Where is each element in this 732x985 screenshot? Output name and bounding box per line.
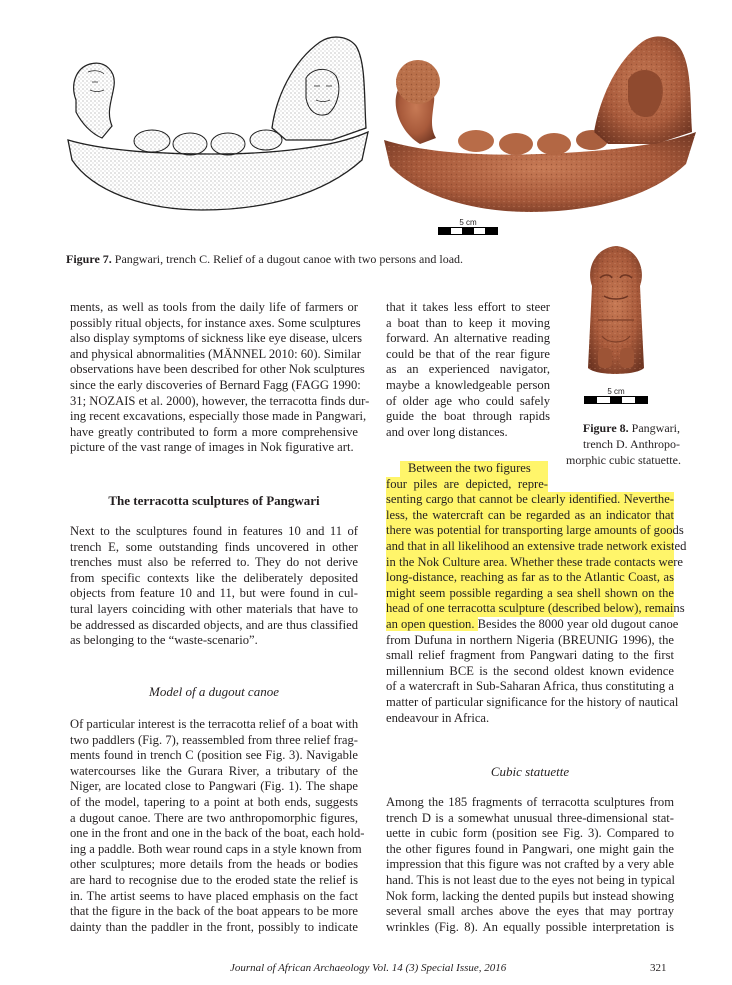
text-line: from Dufuna in northern Nigeria (BREUNIG 1996), the [386,632,674,647]
text-line: picture of the vast range of images in Nok figurative art. [70,440,354,455]
text-line: matter of particular significance for the history of nautical [386,694,679,709]
text-line: have greatly contributed to form a more comprehensive [70,424,358,439]
text-fragment: Besides the 8000 year old dugout canoe [477,616,679,631]
text-line: ing recent excavations, especially those made in Pangwari, [70,409,367,424]
text-line: forward. An alternative reading [386,331,550,346]
text-line: Niger, are located close to Pangwari (Fig. 1). The shape [70,779,358,794]
figure7-scale-bar [438,218,498,235]
text-line: several small arches above the eyes that may portray [386,904,674,919]
running-footer-journal: Journal of African Archaeology Vol. 14 (3) Special Issue, 2016 [230,962,507,974]
text-line: and physical abnormalities (MÄNNEL 2010: 60). Similar [70,346,361,361]
text-line: impression that this figure was not crafted by a very able [386,857,674,872]
figure7-scale-label: 5 cm [459,218,477,227]
text-line: uette in cubic form (position see Fig. 3). Compared to [386,826,674,841]
text-line: one in the front and one in the back of the boat, each hold- [70,826,365,841]
figure8-scale-bar [584,387,648,404]
text-line: trench D is a somewhat unusual three-dimensional stat- [386,810,674,825]
text-line: possibly ritual objects, for instance axes. Some sculptures [70,315,361,330]
highlighted-line: Between the two figures [400,461,548,477]
text-line: Nok form, lacking the dented pupils but instead showing [386,888,674,903]
text-line: that the figure in the back of the boat appears to be more [70,904,358,919]
text-line: could be that of the rear figure [386,346,550,361]
highlighted-line: less, the watercraft can be regarded as an indicator that [386,507,674,522]
highlighted-line: four piles are depicted, repre- [386,476,548,491]
text-line: of the model, tapering to a point at both ends, suggests [70,794,358,809]
text-line: are hard to recognise due to the eroded state the relief is [70,872,358,887]
text-line: 31; NOZAIS et al. 2000), however, the terracotta finds dur- [70,393,370,408]
highlighted-line: head of one terracotta sculpture (described below), remains [386,601,685,616]
text-line: and over long distances. [386,424,508,439]
text-line: Next to the sculptures found in features 10 and 11 of [70,524,358,538]
highlighted-line: in the Nok Culture area. Whether these trade contacts were [386,554,683,569]
text-line: observations have been described for other Nok sculptures [70,362,365,377]
highlighted-fragment: an open question. [386,616,478,631]
text-line: the other figures found in Pangwari, one might gain the [386,841,674,856]
page-number: 321 [650,962,667,974]
text-line: Among the 185 fragments of terracotta sculptures from [386,795,674,809]
highlighted-line: senting cargo that cannot be clearly identified. Neverthe- [386,492,674,507]
left-paragraph-2 [70,524,358,649]
right-paragraph-1 [386,300,550,440]
text-line: ments found in trench C (position see Fig. 3). Navigable [70,748,358,763]
text-line: other sculptures; more details from the heads or bodies [70,857,358,872]
figure8-caption-line-3: morphic cubic statuette. [566,453,681,467]
text-line: trenches must also be referred to. They do not derive [70,555,358,570]
text-line: objects from feature 10 and 11, but were found in cul- [70,586,358,601]
text-line: tural layers coinciding with other materials that have to [70,601,358,616]
text-line: of a watercraft in Sub-Saharan Africa, thus constituting a [386,679,674,694]
text-line: a boat than to keep it moving [386,315,550,330]
text-line: ing a paddle. Both wear round caps in a style known from [70,841,362,856]
text-line: watercourses like the Gurara River, a tributary of the [70,763,358,778]
highlighted-line: there was potential for transporting large amounts of goods [386,523,684,538]
text-line: in. The artist seems to have placed emphasis on the fact [70,888,358,903]
section-heading-cubic: Cubic statuette [490,764,570,779]
figure7-photo [380,28,700,218]
text-line: that it takes less effort to steer [386,300,550,314]
text-line: since the early discoveries of Bernard Fagg (FAGG 1990: [70,377,361,392]
mixed-line [386,616,679,633]
text-line: endeavour in Africa. [386,710,490,725]
text-line: two paddlers (Fig. 7), reassembled from three relief frag- [70,732,358,747]
highlighted-line: long-distance, reaching as far as to the Atlantic Coast, as [386,570,674,585]
text-line: of older age who could safely [386,393,550,408]
text-line: from specific contexts like the deliberately deposited [70,570,358,585]
figure7-caption-text: Pangwari, trench C. Relief of a dugout canoe with two persons and load. [111,252,464,266]
figure8-caption-line-1: Pangwari, [631,421,680,435]
section-heading-canoe: Model of a dugout canoe [149,684,279,699]
highlighted-line: might seem possible regarding a sea shell shown on the [386,585,674,600]
text-line: wrinkles (Fig. 8). An equally possible interpretation is [386,919,674,934]
text-line: be addressed as discarded objects, and are thus classified [70,617,358,632]
text-line: a dugout canoe. There are two anthropomorphic figures, [70,810,358,825]
text-line: Of particular interest is the terracotta relief of a boat with [70,717,359,731]
text-line: small relief fragment from Pangwari dating to the first [386,648,674,663]
text-line: also display symptoms of sickness like eye disease, ulcers [70,331,363,346]
text-line: trench E, some outstanding finds uncovered in other [70,539,358,554]
figure8-caption-label: Figure 8. [582,421,629,435]
figure8-scale-label: 5 cm [607,387,625,396]
figure8-photo [576,240,656,380]
section-heading-sculptures: The terracotta sculptures of Pangwari [108,493,320,508]
text-line: as an experienced navigator, [386,362,550,377]
highlighted-line: and that in all likelihood an extensive trade network existed [386,538,687,553]
left-paragraph-1 [70,300,370,456]
figure7-caption-label: Figure 7. [66,252,112,266]
right-paragraph-2-highlighted [386,461,687,726]
text-line: dainty than the paddler in the front, possibly to indicate [70,919,358,934]
text-line: maybe a knowledgeable person [386,377,550,392]
text-line: guide the boat through rapids [386,409,550,424]
figure7-drawing [62,28,374,228]
right-paragraph-3 [386,795,674,935]
text-line: hand. This is not least due to the eyes not being in typical [386,872,676,887]
text-line: ments, as well as tools from the daily life of farmers or [70,300,358,314]
text-line: millennium BCE is the second oldest known evidence [386,663,674,678]
text-line: as belonging to the “waste-scenario”. [70,633,258,648]
figure8-caption-line-2: trench D. Anthropo- [583,437,680,451]
left-paragraph-3 [70,717,365,935]
